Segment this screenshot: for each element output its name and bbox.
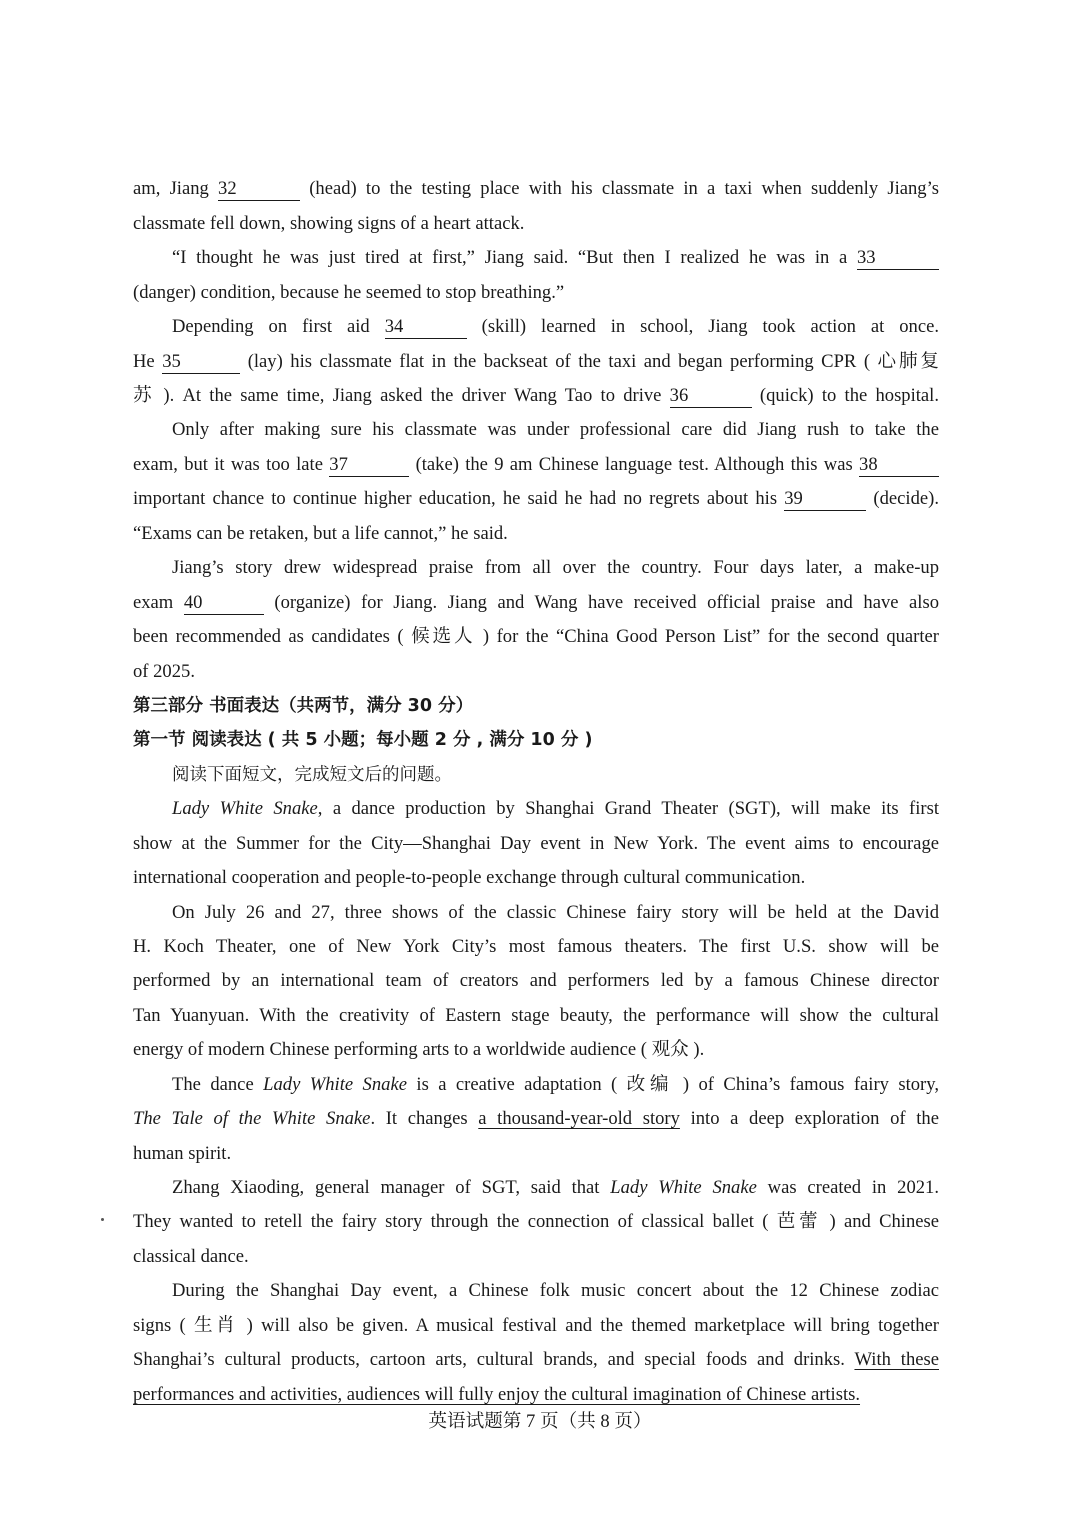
cloze-line: exam, but it was too late 37 (take) the 9 am Chinese language test. Although this was 38 [133,448,939,482]
page-footer: 英语试题第 7 页（共 8 页） [428,1411,652,1432]
reading-line: On July 26 and 27, three shows of the classic Chinese fairy story will be held at the David [172,902,939,923]
cloze-line: important chance to continue higher education, he said he had no regrets about his 39 (decide). [133,488,939,509]
cloze-line: (danger) condition, because he seemed to stop breathing.” [133,282,565,303]
scan-speck [101,1218,104,1221]
cloze-line: “I thought he was just tired at first,” Jiang said. “But then I realized he was in a 33 [133,241,939,275]
blank-36: 36 [670,386,752,408]
cloze-line: Only after making sure his classmate was under professional care did Jiang rush to take the [172,419,939,440]
underlined-sentence: performances and activities, audiences will fully enjoy the cultural imagination of Chinese artists. [133,1384,861,1405]
reading-line: The dance Lady White Snake is a creative adaptation ( 改编 ) of China’s famous fairy story, [172,1074,939,1095]
cloze-line: He 35 (lay) his classmate flat in the backseat of the taxi and began performing CPR ( 心肺复 [133,351,939,372]
reading-line: Tan Yuanyuan. With the creativity of Eastern stage beauty, the performance will show the cultural [133,1005,939,1026]
blank-35: 35 [162,352,240,374]
blank-34: 34 [385,317,467,339]
blank-40: 40 [184,593,264,615]
blank-37: 37 [329,455,409,477]
reading-line: During the Shanghai Day event, a Chinese folk music concert about the 12 Chinese zodiac [172,1280,939,1301]
instruction: 阅读下面短文，完成短文后的问题。 [172,765,452,785]
reading-line: performed by an international team of creators and performers led by a famous Chinese director [133,970,939,991]
part3-heading: 第三部分 书面表达（共两节，满分 30 分） [133,696,474,716]
reading-line: Zhang Xiaoding, general manager of SGT, said that Lady White Snake was created in 2021. [172,1177,939,1198]
reading-line: They wanted to retell the fairy story through the connection of classical ballet ( 芭蕾 ) and Chinese [133,1211,939,1232]
blank-32: 32 [218,179,300,201]
reading-line: signs ( 生肖 ) will also be given. A musical festival and the themed marketplace will bring together [133,1315,939,1336]
reading-line: energy of modern Chinese performing arts to a worldwide audience ( 观众 ). [133,1039,705,1060]
cloze-line: exam 40 (organize) for Jiang. Jiang and Wang have received official praise and have also [133,592,939,613]
cloze-line: Depending on first aid 34 (skill) learned in school, Jiang took action at once. [172,316,939,337]
cloze-line: classmate fell down, showing signs of a heart attack. [133,213,525,234]
reading-line: show at the Summer for the City—Shanghai Day event in New York. The event aims to encourage [133,833,939,854]
underlined-sentence: With these [854,1349,939,1370]
reading-line: human spirit. [133,1143,232,1164]
blank-39: 39 [784,489,866,511]
reading-line: international cooperation and people-to-people exchange through cultural communication. [133,867,806,888]
reading-line: Lady White Snake, a dance production by Shanghai Grand Theater (SGT), will make its first [172,798,939,819]
underlined-phrase: a thousand-year-old story [478,1108,680,1129]
cloze-line: been recommended as candidates ( 候选人 ) for the “China Good Person List” for the second quarter [133,626,939,647]
reading-line: The Tale of the White Snake. It changes a thousand-year-old story into a deep exploration of the [133,1108,939,1129]
blank-33: 33 [857,248,939,270]
cloze-line: Jiang’s story drew widespread praise from all over the country. Four days later, a make-up [172,557,939,578]
reading-line: Shanghai’s cultural products, cartoon arts, cultural brands, and special foods and drinks. With these [133,1349,939,1370]
cloze-line: 苏 ). At the same time, Jiang asked the driver Wang Tao to drive 36 (quick) to the hospital. [133,385,939,406]
reading-line: classical dance. [133,1246,249,1267]
cloze-line: of 2025. [133,661,195,682]
reading-line: H. Koch Theater, one of New York City’s most famous theaters. The first U.S. show will be [133,936,939,957]
section1-heading: 第一节 阅读表达 ( 共 5 小题；每小题 2 分 , 满分 10 分 ) [133,730,593,750]
cloze-line: am, Jiang 32 (head) to the testing place with his classmate in a taxi when suddenly Jiang’s [133,178,939,199]
blank-38: 38 [859,455,939,477]
cloze-line: “Exams can be retaken, but a life cannot,” he said. [133,523,508,544]
